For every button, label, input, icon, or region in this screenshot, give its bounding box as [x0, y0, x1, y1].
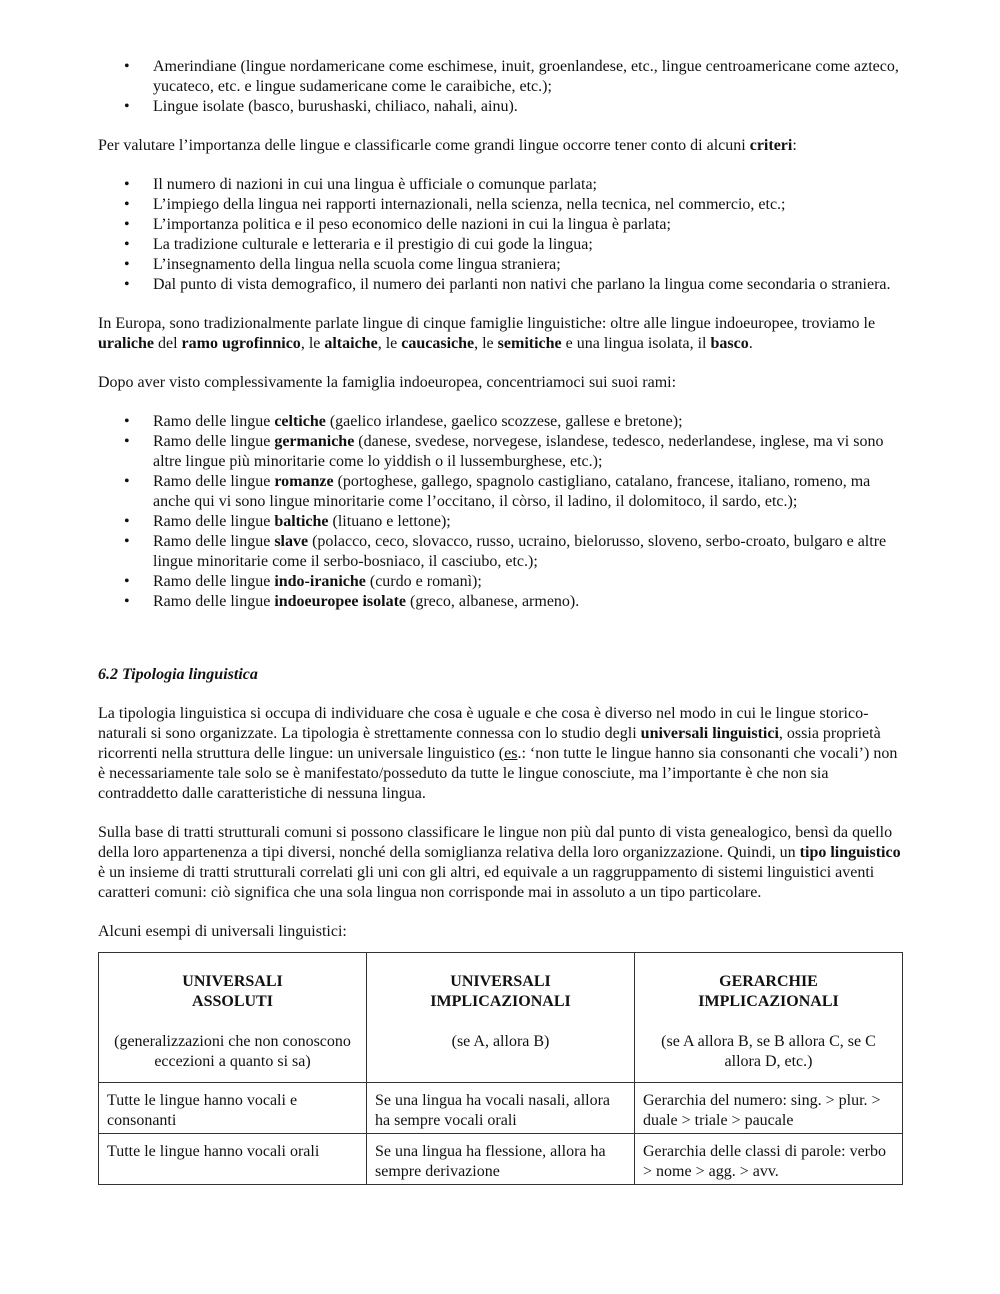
table-row — [99, 1083, 903, 1134]
tipologia-paragraph-2: Sulla base di tratti strutturali comuni si possono classificare le lingue non più dal punto di vista genealogico, bensì da quello della loro appartenenza a tipi diversi, nonché della somiglianza relativa della loro organizzazione. Quindi, un tipo linguistico è un insieme di tratti strutturali correlati gli uni con gli altri, ed equivale a un raggruppamento di sistemi linguistici aventi caratteri comuni: ciò significa che una sola lingua non corrisponde mai in assoluto a un tipo particolare. — [98, 824, 901, 901]
list-item: • Dal punto di vista demografico, il numero dei parlanti non nativi che parlano la lingua come secondaria o straniera. — [98, 275, 904, 295]
table-header-cell: UNIVERSALI ASSOLUTI (generalizzazioni che non conoscono eccezioni a quanto si sa) — [99, 953, 367, 1083]
list-item: • L’insegnamento della lingua nella scuola come lingua straniera; — [98, 255, 904, 275]
list-item: • Ramo delle lingue celtiche (gaelico irlandese, gaelico scozzese, gallese e bretone); — [98, 412, 904, 432]
list-item: • Ramo delle lingue romanze (portoghese, gallego, spagnolo castigliano, catalano, francese, italiano, romeno, ma anche qui vi sono lingue minoritarie come l’occitano, il còrso, il ladino, il dolomitoco, il sardo, etc.); — [98, 472, 904, 512]
table-cell: Tutte le lingue hanno vocali e consonanti — [99, 1083, 367, 1134]
table-cell: Gerarchia del numero: sing. > plur. > duale > triale > paucale — [635, 1083, 903, 1134]
table-row — [99, 1134, 903, 1185]
table-cell: Se una lingua ha vocali nasali, allora ha sempre vocali orali — [367, 1083, 635, 1134]
list-item: • Ramo delle lingue indoeuropee isolate (greco, albanese, armeno). — [98, 592, 904, 612]
table-cell: Gerarchia delle classi di parole: verbo > nome > agg. > avv. — [635, 1134, 903, 1185]
europa-paragraph: In Europa, sono tradizionalmente parlate lingue di cinque famiglie linguistiche: oltre alle lingue indoeuropee, troviamo le uraliche del ramo ugrofinnico, le altaiche, le caucasiche, le semitiche e una lingua isolata, il basco. — [98, 315, 876, 352]
list-item: • Ramo delle lingue slave (polacco, ceco, slovacco, russo, ucraino, bielorusso, sloveno, serbo-croato, bulgaro e altre lingue minoritarie come il serbo-bosniaco, il casciubo, etc.); — [98, 532, 904, 572]
esempi-intro: Alcuni esempi di universali linguistici: — [98, 923, 347, 940]
rami-intro: Dopo aver visto complessivamente la famiglia indoeuropea, concentriamoci sui suoi rami: — [98, 374, 677, 391]
tipologia-paragraph-1: La tipologia linguistica si occupa di individuare che cosa è uguale e che cosa è diverso nel modo in cui le lingue storico-naturali si sono organizzate. La tipologia è strettamente connessa con lo studio degli universali linguistici, ossia proprietà ricorrenti nella struttura delle lingue: un universale linguistico (es.: ‘non tutte le lingue hanno sia consonanti che vocali’) non è necessariamente tale solo se è manifestato/posseduto da tutte le lingue conosciute, ma l’importante è che non sia contraddetto dalle caratteristiche di nessuna lingua. — [98, 705, 898, 802]
universali-table — [98, 952, 903, 1185]
table-header-cell: UNIVERSALI IMPLICAZIONALI (se A, allora B) — [367, 953, 635, 1083]
list-item: • Lingue isolate (basco, burushaski, chiliaco, nahali, ainu). — [98, 97, 904, 117]
list-item: • La tradizione culturale e letteraria e il prestigio di cui gode la lingua; — [98, 235, 904, 255]
rami-list — [98, 412, 904, 612]
criteri-list — [98, 175, 904, 295]
list-item: • Ramo delle lingue indo-iraniche (curdo e romanì); — [98, 572, 904, 592]
list-item: • Amerindiane (lingue nordamericane come eschimese, inuit, groenlandese, etc., lingue centroamericane come azteco, yucateco, etc. e lingue sudamericane come le caraibiche, etc.); — [98, 57, 904, 97]
list-item: • L’importanza politica e il peso economico delle nazioni in cui la lingua è parlata; — [98, 215, 904, 235]
list-item: • Il numero di nazioni in cui una lingua è ufficiale o comunque parlata; — [98, 175, 904, 195]
list-item: • L’impiego della lingua nei rapporti internazionali, nella scienza, nella tecnica, nel commercio, etc.; — [98, 195, 904, 215]
list-item: • Ramo delle lingue germaniche (danese, svedese, norvegese, islandese, tedesco, nederlandese, inglese, ma vi sono altre lingue più minoritarie come lo yiddish o il lussemburghese, etc.); — [98, 432, 904, 472]
table-cell: Tutte le lingue hanno vocali orali — [99, 1134, 367, 1185]
intro-list — [98, 57, 904, 117]
section-heading: 6.2 Tipologia linguistica — [98, 666, 258, 683]
document-page — [98, 57, 904, 1185]
table-cell: Se una lingua ha flessione, allora ha sempre derivazione — [367, 1134, 635, 1185]
table-header-cell: GERARCHIE IMPLICAZIONALI (se A allora B, se B allora C, se C allora D, etc.) — [635, 953, 903, 1083]
criteri-intro: Per valutare l’importanza delle lingue e classificarle come grandi lingue occorre tener conto di alcuni criteri: — [98, 137, 797, 154]
table-header-row — [99, 953, 903, 1083]
list-item: • Ramo delle lingue baltiche (lituano e lettone); — [98, 512, 904, 532]
